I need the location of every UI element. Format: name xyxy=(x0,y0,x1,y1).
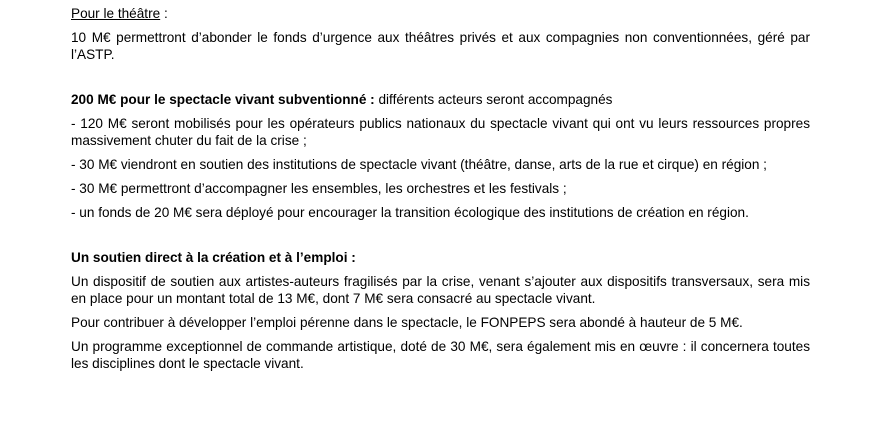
theatre-heading-suffix: : xyxy=(160,6,168,21)
creation-paragraph-fonpeps: Pour contribuer à développer l’emploi pérenne dans le spectacle, le FONPEPS sera abondé à hauteur de 5 M€. xyxy=(71,315,743,330)
creation-heading: Un soutien direct à la création et à l’emploi : xyxy=(71,250,356,265)
creation-paragraph-commande: Un programme exceptionnel de commande artistique, doté de 30 M€, sera également mis en œuvre : il concernera toutes les disciplines dont le spectacle vivant. xyxy=(71,339,810,371)
theatre-heading xyxy=(71,5,810,22)
document-page xyxy=(71,5,810,372)
spectacle-heading xyxy=(71,91,810,108)
theatre-heading-text: Pour le théâtre xyxy=(71,6,161,21)
spectacle-heading-bold: 200 M€ pour le spectacle vivant subventionné : xyxy=(71,92,375,107)
spectacle-item-30-region: - 30 M€ viendront en soutien des institutions de spectacle vivant (théâtre, danse, arts de la rue et cirque) en région ; xyxy=(71,157,767,172)
theatre-paragraph: 10 M€ permettront d’abonder le fonds d’urgence aux théâtres privés et aux compagnies non conventionnées, géré par l’ASTP. xyxy=(71,30,810,62)
spectacle-heading-rest: différents acteurs seront accompagnés xyxy=(374,92,613,107)
spectacle-item-30-ensembles: - 30 M€ permettront d’accompagner les ensembles, les orchestres et les festivals ; xyxy=(71,181,567,196)
spectacle-item-20-fund: - un fonds de 20 M€ sera déployé pour encourager la transition écologique des institutions de création en région. xyxy=(71,205,749,220)
creation-paragraph-artists: Un dispositif de soutien aux artistes-auteurs fragilisés par la crise, venant s’ajouter aux dispositifs transversaux, sera mis en place pour un montant total de 13 M€, dont 7 M€ sera consacré au spectacle vivant. xyxy=(71,274,810,306)
spectacle-item-120: - 120 M€ seront mobilisés pour les opérateurs publics nationaux du spectacle vivant qui ont vu leurs ressources propres massivement chuter du fait de la crise ; xyxy=(71,116,810,148)
